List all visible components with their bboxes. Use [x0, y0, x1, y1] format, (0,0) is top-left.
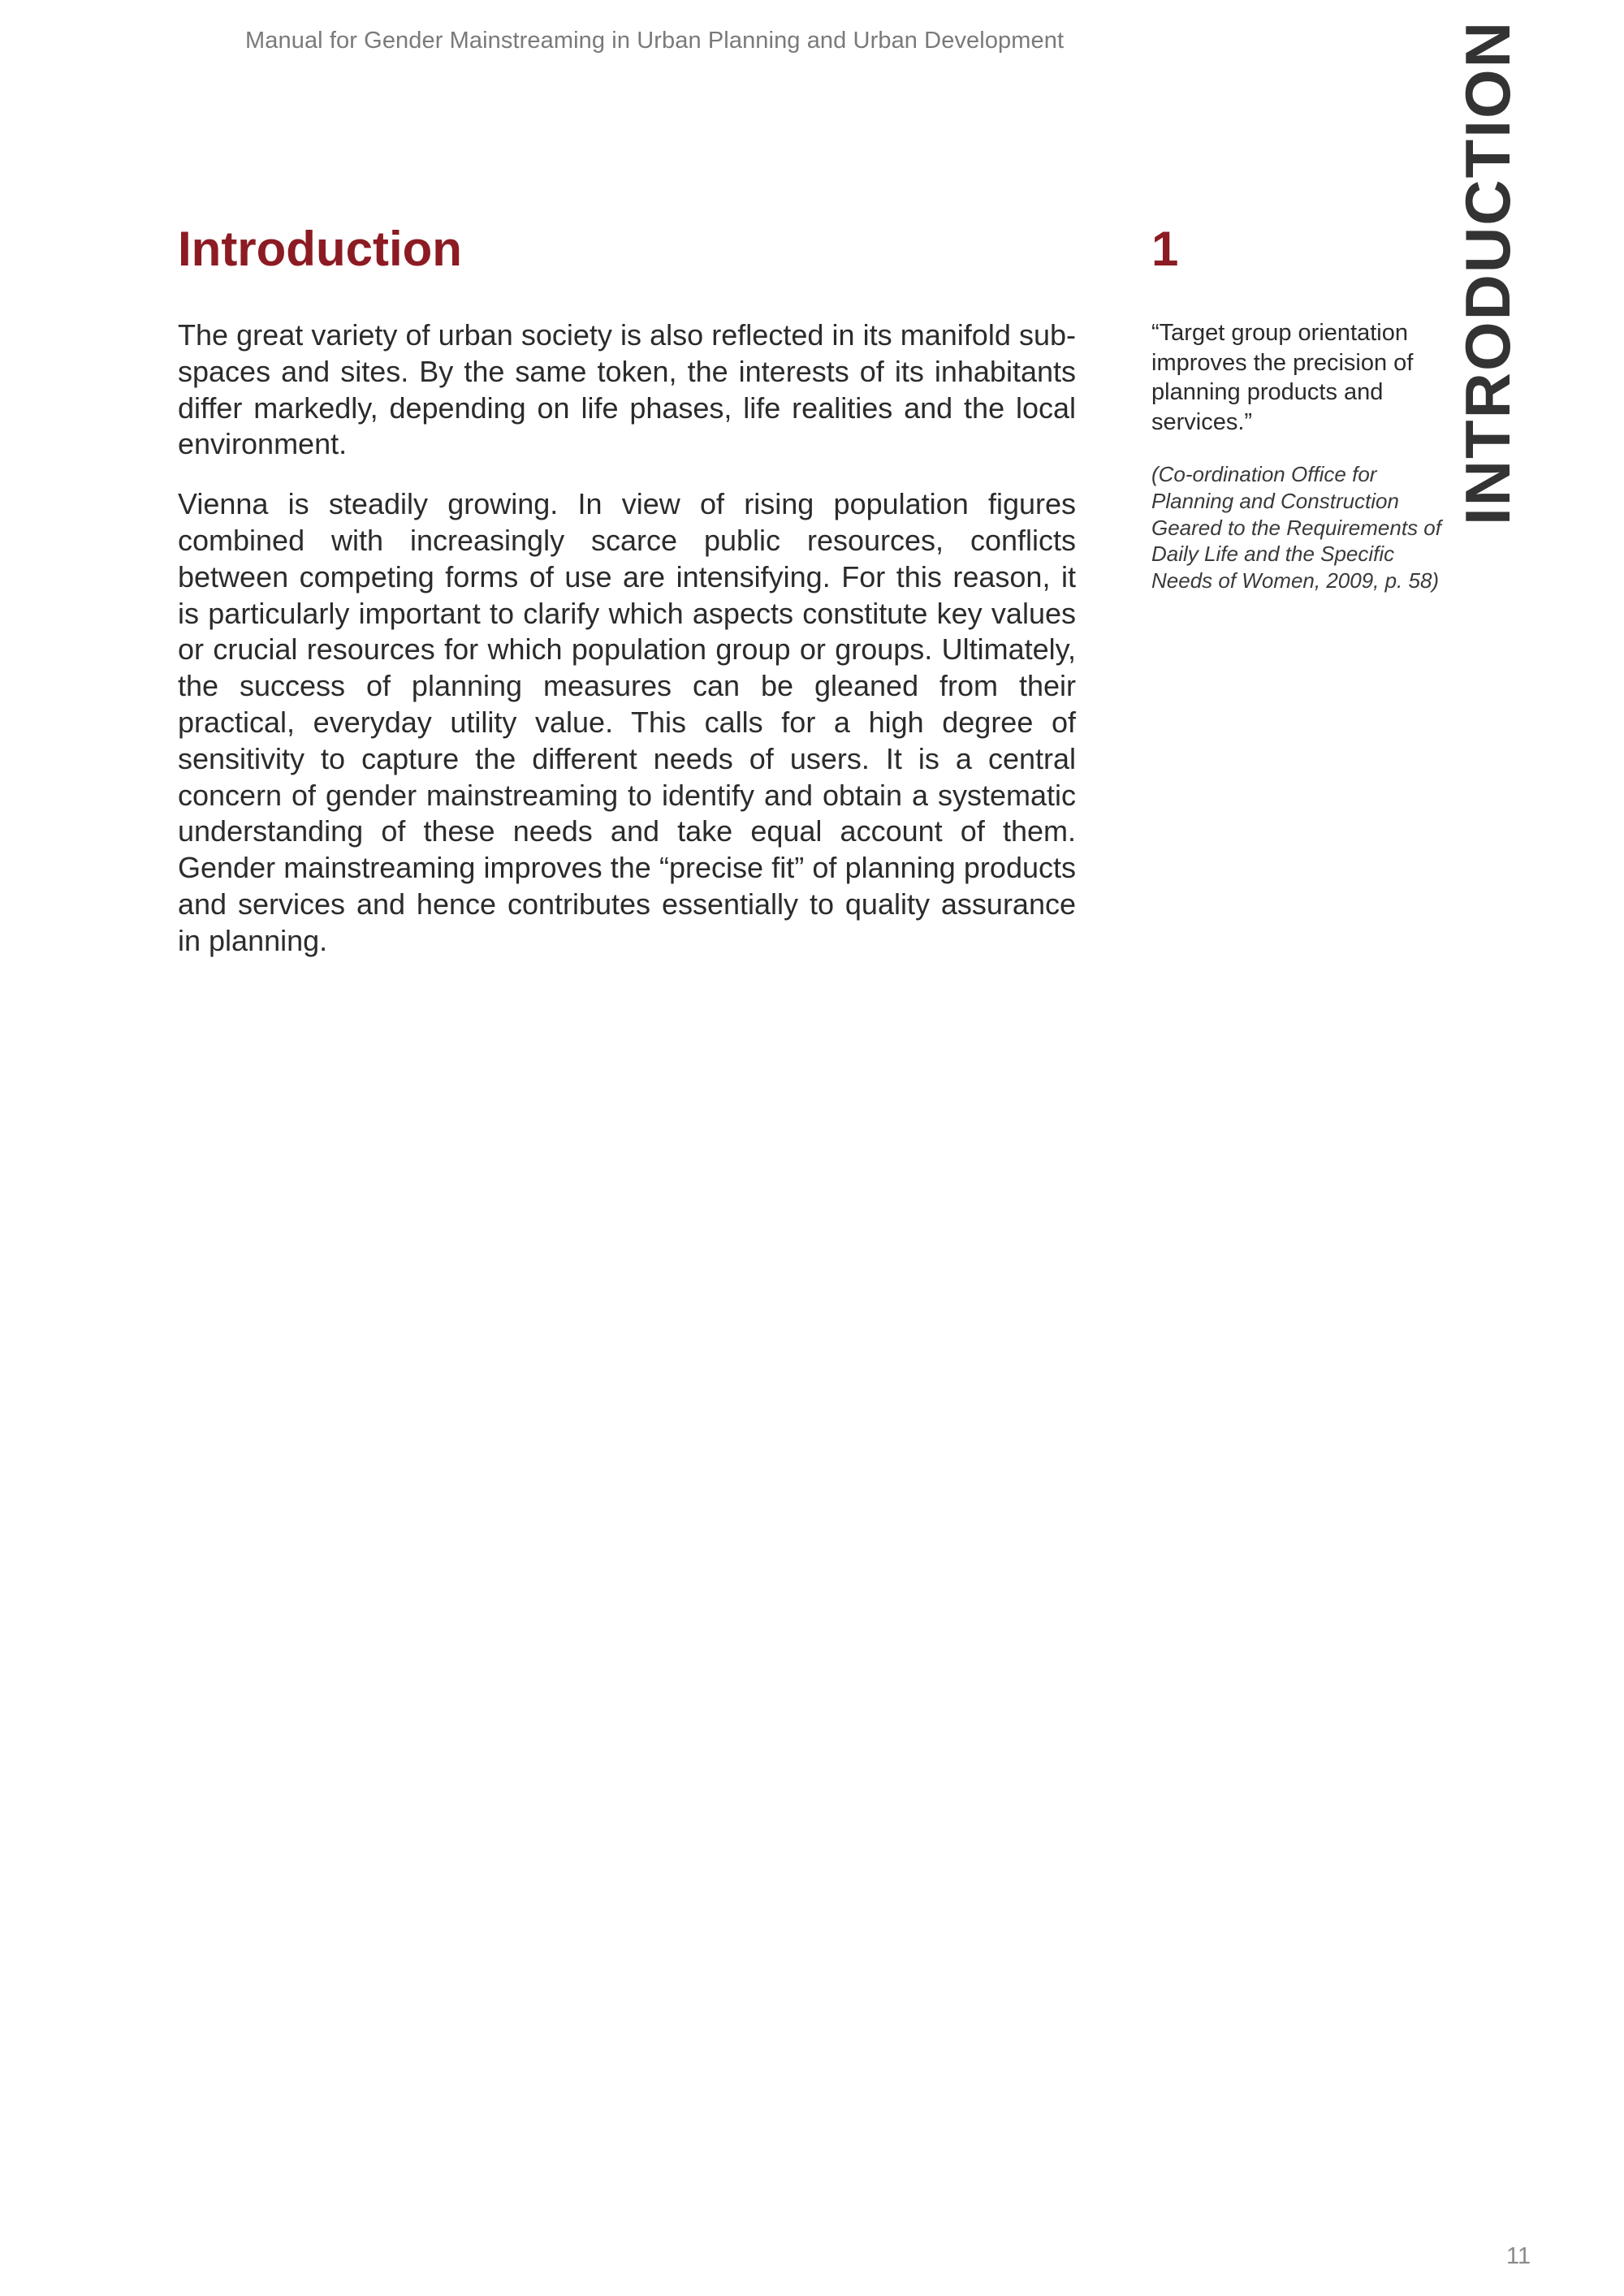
- running-header: Manual for Gender Mainstreaming in Urban Planning and Urban Development: [245, 28, 1065, 54]
- body-paragraph: The great variety of urban society is also reflected in its manifold sub-spaces and sites. By the same token, the interests of its inhabitants differ markedly, depending on life phases, life realities and the local environment.: [178, 318, 1076, 461]
- sidebar-citation: (Co-ordination Office for Planning and Construction Geared to the Requirements of Daily Life and the Specific Needs of Women, 2009, p. 58): [1151, 462, 1441, 593]
- chapter-number: 1: [1151, 222, 1179, 276]
- sidebar-quote-box: [1151, 318, 1444, 594]
- page-number: 11: [1506, 2243, 1531, 2269]
- sidebar-quote: “Target group orientation improves the precision of planning products and services.”: [1151, 320, 1414, 435]
- body-paragraph: Vienna is steadily growing. In view of rising population figures combined with increasingly scarce public resources, conflicts between competing forms of use are intensifying. For this reason, it is particularly important to clarify which aspects constitute key values or crucial resources for which population group or groups. Ultimately, the success of planning measures can be gleaned from their practical, everyday utility value. This calls for a high degree of sensitivity to capture the different needs of users. It is a central concern of gender mainstreaming to identify and obtain a systematic understanding of these needs and take equal account of them. Gender mainstreaming improves the “precise fit” of planning products and services and hence contributes essentially to quality assurance in planning.: [178, 487, 1076, 957]
- body-text: [178, 317, 1076, 983]
- chapter-title: Introduction: [178, 222, 462, 276]
- section-tab-label: INTRODUCTION: [1452, 20, 1523, 525]
